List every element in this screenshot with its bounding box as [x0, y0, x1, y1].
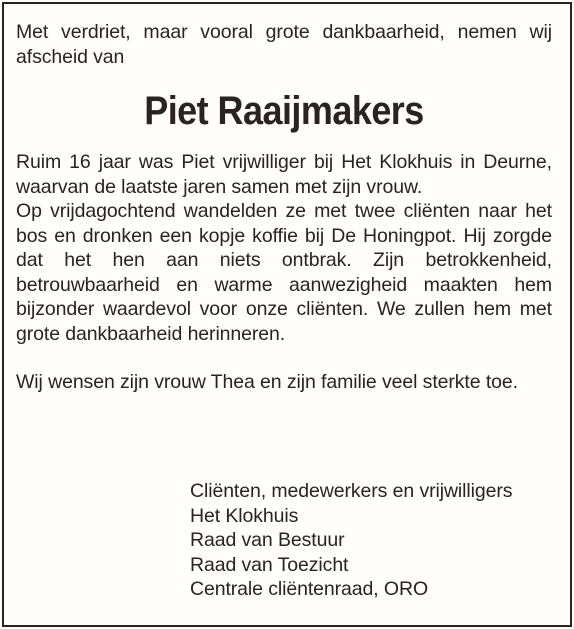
obituary-notice: [16, 20, 552, 395]
signer-line: Het Klokhuis: [190, 504, 299, 527]
tribute-paragraph-2: Op vrijdagochtend wandelden ze met twee cliënten naar het bos en dronken een kopje koffie bij De Honingpot. Hij zorgde dat het hen aan niets ontbrak. Zijn betrokkenheid, betrouwbaarheid en warme aanwezigheid maakten hem bijzonder waardevol voor onze cliënten. We zullen hem met grote dankbaarheid herinneren.: [16, 200, 552, 345]
signer-line: Cliënten, medewerkers en vrijwilligers: [190, 480, 513, 502]
tribute-paragraph-1: Ruim 16 jaar was Piet vrijwilliger bij Het Klokhuis in Deurne, waarvan de laatste jaren samen met zijn vrouw.: [16, 151, 552, 198]
tribute-text: [16, 150, 552, 346]
intro-text: Met verdriet, maar vooral grote dankbaarheid, nemen wij afscheid van: [16, 21, 552, 68]
signers-list: [190, 479, 512, 602]
deceased-name: Piet Raaijmakers: [144, 89, 424, 133]
signer-line: Centrale cliëntenraad, ORO: [190, 578, 429, 600]
condolence-wish: Wij wensen zijn vrouw Thea en zijn familie veel sterkte toe.: [16, 371, 518, 393]
signer-line: Raad van Bestuur: [190, 529, 345, 551]
signer-line: Raad van Toezicht: [190, 553, 349, 576]
